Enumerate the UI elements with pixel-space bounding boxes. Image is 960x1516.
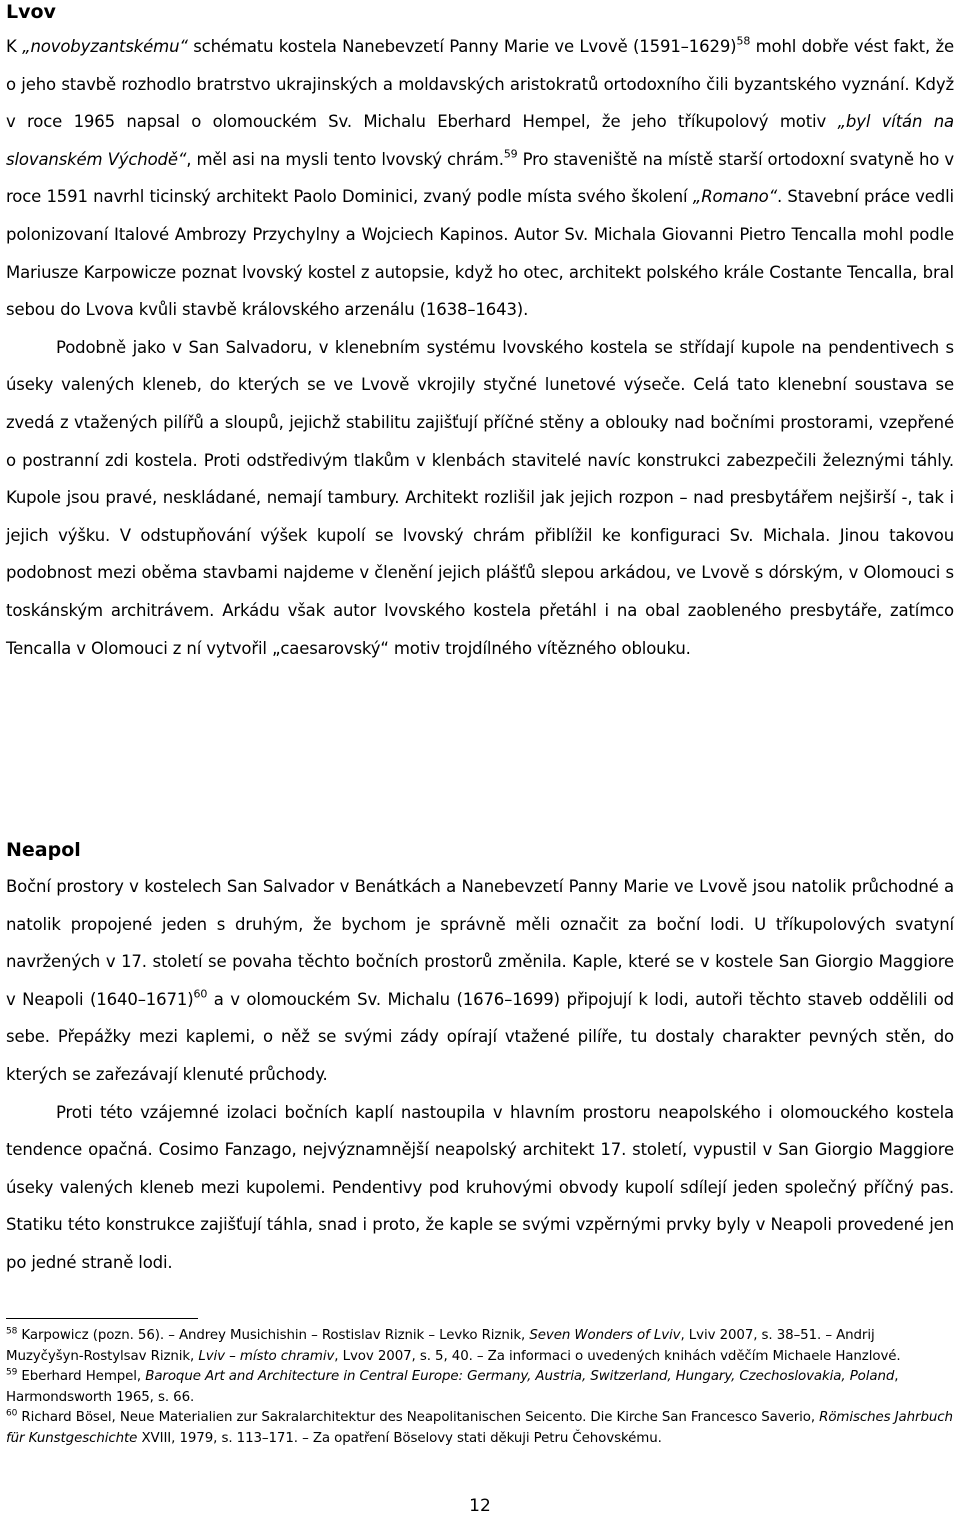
footnote-59 [6,1367,954,1408]
footnotes [6,1326,954,1450]
page-number: 12 [469,1496,491,1516]
italic-title: Baroque Art and Architecture in Central Europe: Germany, Austria, Switzerland, Hungary, Czechoslovakia, Poland [145,1369,895,1385]
italic-quote: „Romano“ [692,187,777,207]
text-run: Pro staveniště na místě starší ortodoxní svatyně ho v roce 1591 navrhl ticinský architekt Paolo Dominici, zvaný podle místa svého školení [6,149,954,207]
footnote-number: 58 [6,1326,18,1337]
text-run: schématu kostela Nanebevzetí Panny Marie ve Lvově (1591–1629) [187,37,737,56]
text-run: mohl dobře vést fakt, že o jeho stavbě rozhodlo bratrstvo ukrajinských a moldavských aristokratů ortodoxního čili byzantského vyznání. Když v roce 1965 napsal o olomouckém Sv. Michalu Eberhard Hempel, že jeho tříkupolový motiv [6,37,954,132]
text-run: Richard Bösel, Neue Materialien zur Sakralarchitektur des Neapolitanischen Seicento. Die Kirche San Francesco Saverio, [17,1410,820,1426]
paragraph [6,28,954,329]
section-neapol-body [6,868,954,1282]
italic-quote: „byl vítán na slovanském Východě“ [6,112,955,169]
text-run: XVIII, 1979, s. 113–171. – Za opatření Böselovy stati děkuji Petru Čehovskému. [137,1430,662,1446]
text-run: , Lviv 2007, s. 38–51. – Andrij Muzyčyšyn-Rostylsav Riznik, [6,1328,875,1364]
paragraph: Podobně jako v San Salvadoru, v klenebním systému lvovského kostela se střídají kupole na pendentivech s úseky valených kleneb, do kterých se ve Lvově vkrojily styčné lunetové výseče. Celá tato klenební soustava se zvedá z vtažených pilířů a sloupů, jejichž stabilitu zajišťují příčné stěny a oblouky nad bočními prostorami, vzepřené o postranní zdi kostela. Proti odstředivým tlakům v klenbách stavitelé navíc konstrukci zabezpečili železnými táhly. Kupole jsou pravé, neskládané, nemají tambury. Architekt rozlišil jak jejich rozpon – nad presbytářem nejširší -, tak i jejich výšku. V odstupňování výšek kupolí se lvovský chrám přiblížil ke konfiguraci Sv. Michala. Jinou takovou podobnost mezi oběma stavbami najdeme v členění jejich plášťů slepou arkádou, ve Lvově s dórským, v Olomouci s toskánským architrávem. Arkádu však autor lvovského kostela přetáhl i na obal zaobleného presbytáře, zatímco Tencalla v Olomouci z ní vytvořil „caesarovský“ motiv trojdílného vítězného oblouku. [6,337,954,658]
paragraph [6,868,954,1094]
text-run: Boční prostory v kostelech San Salvador v Benátkách a Nanebevzetí Panny Marie ve Lvově jsou natolik průchodné a natolik propojené jeden s druhým, že bychom je správně měli označit za boční lodi. U tříkupolových svatyní navržených v 17. století se povaha těchto bočních prostorů změnila. Kaple, které se v kostele San Giorgio Maggiore v Neapoli (1640–1671) [6,877,954,1009]
italic-title: Römisches Jahrbuch für Kunstgeschichte [6,1410,953,1446]
footnote-ref-59[interactable]: 59 [503,147,518,161]
paragraph: Proti této vzájemné izolaci bočních kaplí nastoupila v hlavním prostoru neapolského i olomouckého kostela tendence opačná. Cosimo Fanzago, nejvýznamnější neapolský architekt 17. století, vypustil v San Giorgio Maggiore úseky valených kleneb mezi kupolemi. Pendentivy pod kruhovými obvody kupolí sdílejí jeden společný příčný pas. Statiku této konstrukce zajišťují táhla, snad i proto, že kaple se svými vzpěrnými prvky byly v Neapoli provedené jen po jedné straně lodi. [6,1102,954,1272]
text-run: K [6,37,23,56]
italic-title: Seven Wonders of Lviv [529,1328,681,1343]
text-run: , Harmondsworth 1965, s. 66. [6,1369,899,1405]
text-run: . Stavební práce vedli polonizovaní Italové Ambrozy Przychylny a Wojciech Kapinos. Autor Sv. Michala Giovanni Pietro Tencalla mohl podle Mariusze Karpowicze poznat lvovský kostel z autopsie, když ho otec, architekt polského krále Costante Tencalla, bral sebou do Lvova kvůli stavbě královského arzenálu (1638–1643). [6,187,954,320]
footnote-number: 59 [6,1367,18,1378]
footnote-ref-58[interactable]: 58 [736,34,751,48]
text-run: , Lvov 2007, s. 5, 40. – Za informaci o uvedených knihách vděčím Michaele Hanzlové. [334,1348,901,1364]
text-run: Karpowicz (pozn. 56). – Andrey Musichishin – Rostislav Riznik – Levko Riznik, [17,1328,530,1343]
footnote-60 [6,1408,954,1449]
footnote-number: 60 [6,1408,18,1419]
italic-text: „novobyzantskému“ [22,37,188,56]
italic-title: Lviv – místo chramiv [198,1348,335,1364]
text-run: a v olomouckém Sv. Michalu (1676–1699) připojují k lodi, autoři těchto staveb oddělili od sebe. Přepážky mezi kaplemi, o něž se svými zády opírají vtažené pilíře, tu dostaly charakter pevných stěn, do kterých se zařezávají klenuté průchody. [6,989,954,1084]
footnote-58 [6,1326,954,1367]
section-heading-lvov: Lvov [6,1,56,23]
section-heading-neapol: Neapol [6,839,81,861]
footnote-separator [6,1318,198,1319]
text-run: Eberhard Hempel, [17,1369,146,1385]
section-lvov-body [6,28,954,667]
text-run: , měl asi na mysli tento lvovský chrám. [186,149,504,169]
footnote-ref-60[interactable]: 60 [193,987,208,1001]
